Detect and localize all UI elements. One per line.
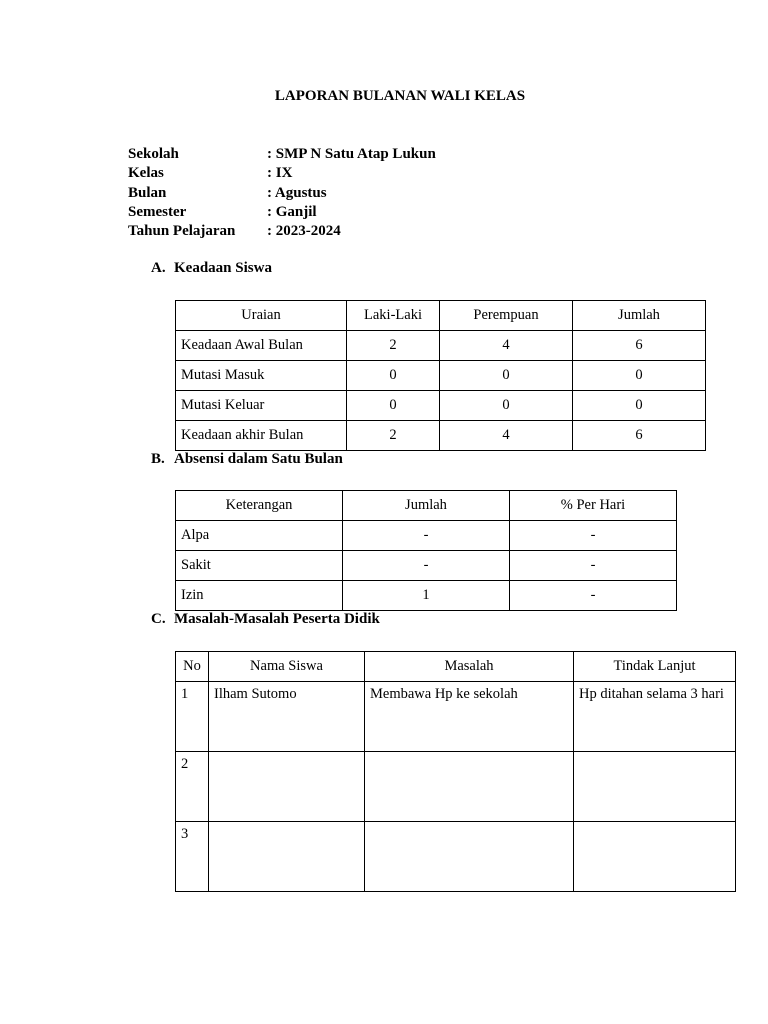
header-cell: Laki-Laki	[347, 301, 440, 331]
table-cell: -	[343, 521, 510, 551]
table-row	[176, 581, 677, 611]
table-cell: 2	[176, 752, 209, 822]
table-row	[176, 551, 677, 581]
header-cell: Jumlah	[573, 301, 706, 331]
table-cell: 2	[347, 421, 440, 451]
info-value: : IX	[267, 165, 293, 182]
section-c-heading	[151, 611, 380, 628]
header-cell: Keterangan	[176, 491, 343, 521]
table-cell: Mutasi Masuk	[176, 361, 347, 391]
info-row-kelas	[128, 164, 436, 183]
table-header-row	[176, 491, 677, 521]
header-cell: % Per Hari	[510, 491, 677, 521]
table-header-row	[176, 301, 706, 331]
table-row	[176, 682, 736, 752]
header-cell: Nama Siswa	[209, 652, 365, 682]
table-cell: 0	[347, 361, 440, 391]
info-value: : SMP N Satu Atap Lukun	[267, 146, 436, 162]
table-row	[176, 331, 706, 361]
table-row	[176, 521, 677, 551]
table-cell: Hp ditahan selama 3 hari	[574, 682, 736, 752]
table-cell: 2	[347, 331, 440, 361]
table-cell: 4	[440, 331, 573, 361]
table-cell	[209, 752, 365, 822]
table-cell: Sakit	[176, 551, 343, 581]
info-value: : Ganjil	[267, 203, 317, 220]
table-cell: 0	[573, 391, 706, 421]
info-label: Bulan	[128, 184, 167, 201]
table-cell: Keadaan akhir Bulan	[176, 421, 347, 451]
table-cell	[209, 822, 365, 892]
header-cell: Tindak Lanjut	[574, 652, 736, 682]
table-cell: 6	[573, 421, 706, 451]
table-cell: Izin	[176, 581, 343, 611]
keadaan-siswa-table	[175, 300, 706, 451]
table-row	[176, 752, 736, 822]
table-cell: Ilham Sutomo	[209, 682, 365, 752]
section-title: Absensi dalam Satu Bulan	[174, 451, 343, 467]
info-label: Kelas	[128, 165, 164, 182]
header-cell: Jumlah	[343, 491, 510, 521]
table-cell: 1	[343, 581, 510, 611]
table-row	[176, 361, 706, 391]
info-value: : Agustus	[267, 184, 327, 201]
table-cell: -	[510, 581, 677, 611]
info-label: Tahun Pelajaran	[128, 223, 236, 240]
table-cell: 0	[347, 391, 440, 421]
table-cell	[574, 752, 736, 822]
table-row	[176, 822, 736, 892]
table-cell: Alpa	[176, 521, 343, 551]
info-value: : 2023-2024	[267, 223, 341, 240]
table-cell: 4	[440, 421, 573, 451]
table-cell: 0	[440, 391, 573, 421]
table-cell	[365, 752, 574, 822]
table-header-row	[176, 652, 736, 682]
info-label: Sekolah	[128, 146, 179, 162]
info-row-tahun-pelajaran	[128, 222, 436, 241]
section-b-heading	[151, 451, 343, 468]
info-label: Semester	[128, 203, 187, 220]
section-letter: A.	[151, 260, 166, 276]
section-title: Keadaan Siswa	[174, 260, 272, 276]
table-cell: 1	[176, 682, 209, 752]
table-cell	[574, 822, 736, 892]
section-letter: B.	[151, 451, 165, 467]
table-cell	[365, 822, 574, 892]
table-cell: Keadaan Awal Bulan	[176, 331, 347, 361]
header-cell: Perempuan	[440, 301, 573, 331]
document-title: LAPORAN BULANAN WALI KELAS	[274, 88, 526, 104]
info-row-semester	[128, 203, 436, 222]
table-cell: -	[510, 551, 677, 581]
table-cell: 3	[176, 822, 209, 892]
table-cell: -	[343, 551, 510, 581]
masalah-table	[175, 651, 736, 892]
table-row	[176, 391, 706, 421]
table-row	[176, 421, 706, 451]
section-a-heading	[151, 260, 272, 277]
table-cell: Membawa Hp ke sekolah	[365, 682, 574, 752]
table-cell: Mutasi Keluar	[176, 391, 347, 421]
table-cell: 0	[573, 361, 706, 391]
table-cell: 6	[573, 331, 706, 361]
table-cell: 0	[440, 361, 573, 391]
info-row-sekolah	[128, 145, 436, 164]
section-title: Masalah-Masalah Peserta Didik	[174, 611, 380, 627]
header-cell: Masalah	[365, 652, 574, 682]
info-block	[128, 145, 436, 241]
info-row-bulan	[128, 184, 436, 203]
header-cell: No	[176, 652, 209, 682]
absensi-table	[175, 490, 677, 611]
table-cell: -	[510, 521, 677, 551]
section-letter: C.	[151, 611, 166, 627]
header-cell: Uraian	[176, 301, 347, 331]
